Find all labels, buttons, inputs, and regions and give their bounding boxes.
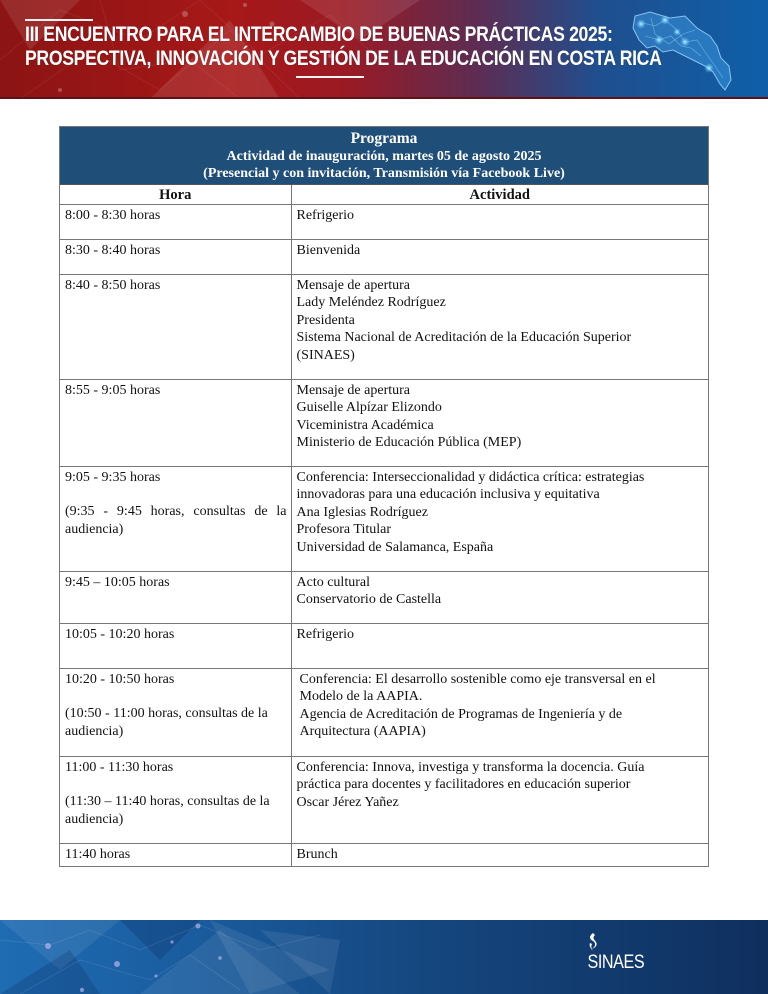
schedule-table [60,185,708,866]
consulta-text: (9:35 - 9:45 horas, consultas de la audiencia) [65,504,287,537]
hora-text: 8:30 - 8:40 horas [65,243,161,258]
actividad-cell [291,624,708,669]
hora-text: 8:40 - 8:50 horas [65,278,161,293]
actividad-cell [291,205,708,240]
actividad-cell [291,380,708,467]
conference-title-line-1: Conferencia: El desarrollo sostenible como eje transversal en el [299,672,656,687]
consulta-text: (10:50 - 11:00 horas, consultas de la audiencia) [65,706,268,739]
speaker-institution-acronym: Arquitectura (AAPIA) [299,724,426,740]
header-banner [0,0,768,99]
program-header [60,127,708,185]
hora-text: 11:40 horas [65,847,131,862]
table-row [60,205,708,240]
hora-cell [60,240,291,275]
column-header-actividad: Actividad [291,185,708,205]
footer-banner [0,920,768,994]
hora-text: 9:05 - 9:35 horas [65,470,161,485]
table-row [60,380,708,467]
speaker-role: Profesora Titular [296,522,391,538]
speaker-institution: Ministerio de Educación Pública (MEP) [296,435,522,451]
speaker-name: Ana Iglesias Rodríguez [296,504,428,520]
hora-cell [60,380,291,467]
conference-title-line-1: Conferencia: Interseccionalidad y didáctica crítica: estrategias [296,470,645,485]
speaker-name: Lady Meléndez Rodríguez [296,295,446,311]
hora-cell [60,624,291,669]
hora-cell [60,669,291,757]
table-row [60,467,708,572]
table-row [60,240,708,275]
table-header-row [60,185,708,205]
event-title-line-1: III ENCUENTRO PARA EL INTERCAMBIO DE BUENAS PRÁCTICAS 2025: [25,23,613,46]
conference-title-line-2: innovadoras para una educación inclusiva y equitativa [296,487,600,503]
hora-text: 9:45 – 10:05 horas [65,575,170,590]
speaker-name: Guiselle Alpízar Elizondo [296,400,442,416]
speaker-name: Oscar Jérez Yañez [296,794,399,810]
program-title: Programa [350,130,418,147]
hora-cell [60,205,291,240]
actividad-line: Acto cultural [296,575,370,590]
actividad-cell [291,572,708,624]
conference-title-line-2: práctica para docentes y facilitadores en educación superior [296,777,631,793]
hora-cell [60,572,291,624]
actividad-cell [291,844,708,866]
sinaes-flame-icon [583,932,603,952]
table-row [60,844,708,866]
speaker-institution: Universidad de Salamanca, España [296,539,494,555]
hora-text: 8:00 - 8:30 horas [65,208,161,223]
sinaes-logo [583,932,643,980]
hora-cell [60,467,291,572]
program-table [59,126,709,867]
speaker-institution-acronym: (SINAES) [296,347,355,363]
performer: Conservatorio de Castella [296,592,442,608]
footer-network-pattern [0,920,768,994]
actividad-line: Mensaje de apertura [296,383,410,398]
actividad-line: Refrigerio [296,208,355,223]
actividad-cell [291,467,708,572]
sinaes-wordmark: SINAES [587,952,645,973]
actividad-cell [291,275,708,380]
table-row [60,624,708,669]
hora-cell [60,757,291,844]
table-row [60,275,708,380]
actividad-line: Bienvenida [296,243,361,258]
actividad-cell [291,757,708,844]
title-rule-top [25,19,93,21]
table-row [60,572,708,624]
hora-cell [60,275,291,380]
table-row [60,669,708,757]
costa-rica-map-icon [625,6,750,94]
conference-title-line-1: Conferencia: Innova, investiga y transforma la docencia. Guía [296,760,645,775]
speaker-role: Viceministra Académica [296,417,434,433]
consulta-text: (11:30 – 11:40 horas, consultas de la audiencia) [65,794,270,827]
actividad-line: Mensaje de apertura [296,278,410,293]
conference-title-line-2: Modelo de la AAPIA. [299,689,423,705]
column-header-hora: Hora [60,185,291,205]
speaker-institution: Agencia de Acreditación de Programas de Ingeniería y de [299,706,623,722]
hora-text: 10:05 - 10:20 horas [65,627,175,642]
banner-bottom-border [0,97,768,99]
event-title [25,23,661,71]
program-note: (Presencial y con invitación, Transmisión vía Facebook Live) [203,166,565,181]
actividad-line: Brunch [296,847,338,862]
hora-text: 10:20 - 10:50 horas [65,672,175,687]
program-subtitle: Actividad de inauguración, martes 05 de agosto 2025 [226,149,542,164]
speaker-institution: Sistema Nacional de Acreditación de la Educación Superior [296,330,632,346]
hora-text: 8:55 - 9:05 horas [65,383,161,398]
actividad-cell [291,669,708,757]
hora-text: 11:00 - 11:30 horas [65,760,174,775]
actividad-line: Refrigerio [296,627,355,642]
table-row [60,757,708,844]
event-title-line-2: PROSPECTIVA, INNOVACIÓN Y GESTIÓN DE LA EDUCACIÓN EN COSTA RICA [25,47,662,70]
speaker-role: Presidenta [296,312,355,328]
title-rule-bottom [296,76,364,78]
actividad-cell [291,240,708,275]
hora-cell [60,844,291,866]
